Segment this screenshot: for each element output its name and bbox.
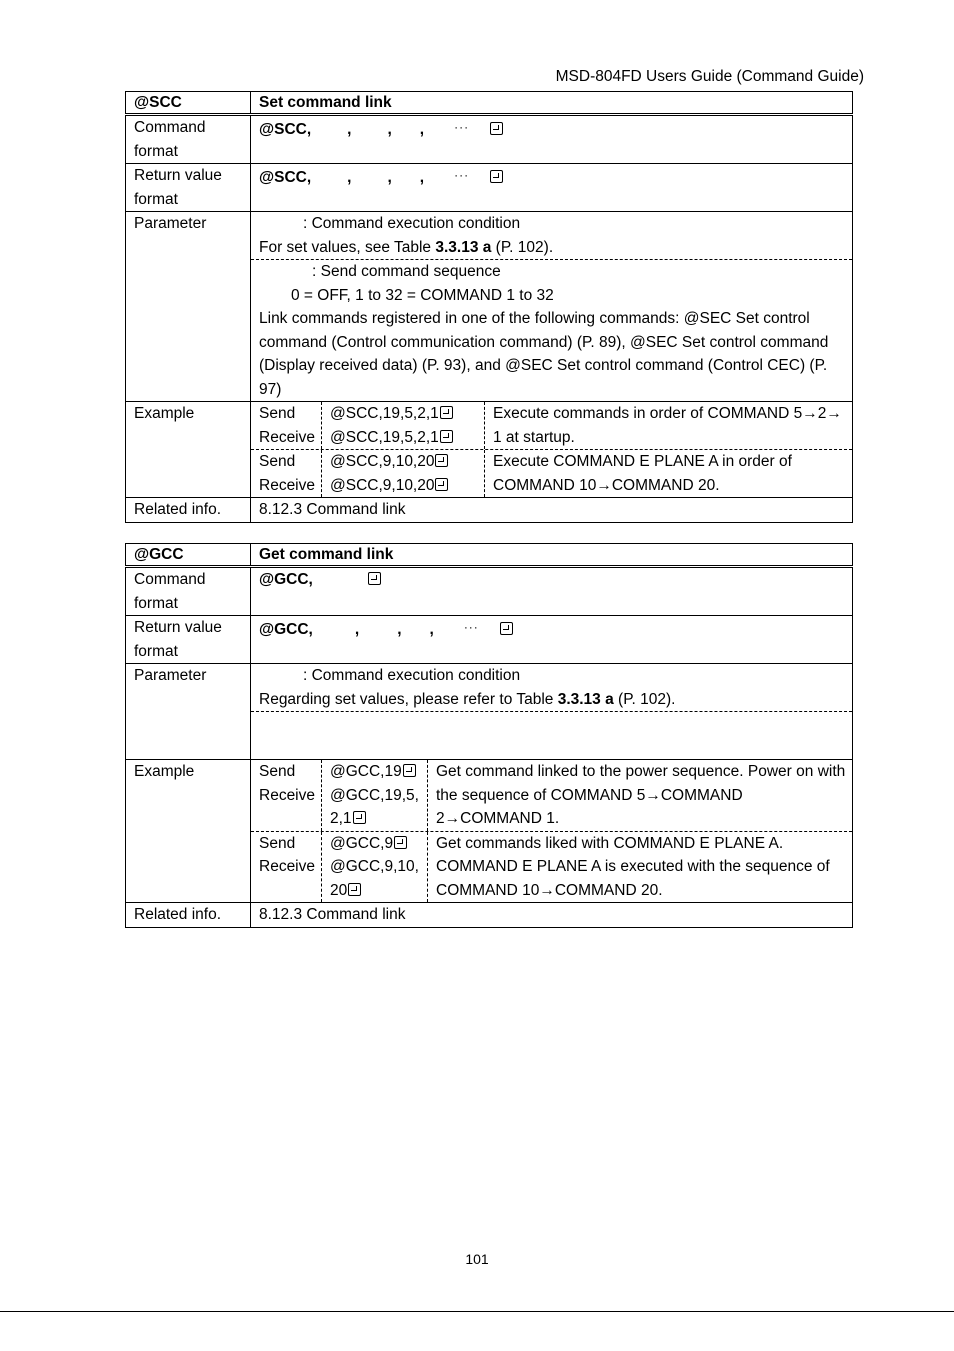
example-row: [251, 831, 852, 903]
scc-return-format: [251, 164, 853, 212]
separator-comma: ,: [419, 121, 425, 138]
send-label: Send: [259, 834, 296, 852]
page-number: 101: [465, 1251, 489, 1267]
gcc-parameter-label: Parameter: [126, 664, 251, 760]
gcc-param2-empty: [259, 712, 844, 759]
ellipsis: ···: [454, 168, 470, 182]
return-key-icon: [353, 811, 366, 824]
gcc-command-table: [125, 543, 853, 928]
gcc-param1-line1: : Command execution condition: [303, 667, 521, 684]
separator-comma: ,: [387, 169, 392, 186]
receive-label: Receive: [259, 786, 315, 804]
example-description: Execute commands in order of COMMAND 5→2→ 1 at startup.: [484, 402, 852, 449]
gcc-command-format: [251, 567, 853, 616]
table-ref: 3.3.13 a: [557, 690, 614, 708]
scc-parameter-label: Parameter: [126, 212, 251, 402]
gcc-command-format-cmd: @GCC,: [259, 571, 313, 588]
separator-comma: ,: [354, 621, 360, 638]
scc-command-format-cmd: @SCC,: [259, 121, 312, 138]
example-description: Get command linked to the power sequence. Power on with the sequence of COMMAND 5→COMMAND 2→COMMAND 1.: [427, 760, 852, 831]
scc-param2-line2: 0 = OFF, 1 to 32 = COMMAND 1 to 32: [291, 286, 554, 304]
gcc-command-name: @GCC: [126, 544, 251, 567]
scc-command-format-label: Command format: [126, 115, 251, 164]
gcc-command-title: Get command link: [251, 544, 853, 567]
scc-return-format-label: Return value format: [126, 164, 251, 212]
scc-command-format: [251, 115, 853, 164]
footer-divider: [0, 1311, 954, 1312]
return-key-icon: [403, 764, 416, 777]
gcc-related: 8.12.3 Command link: [251, 903, 853, 928]
return-key-icon: [440, 430, 453, 443]
scc-param1-line2: [259, 236, 844, 260]
send-command: @SCC,19,5,2,1: [330, 405, 439, 422]
scc-param1-line1: : Command execution condition: [303, 215, 521, 232]
scc-command-name: @SCC: [126, 92, 251, 115]
separator-comma: ,: [429, 621, 434, 638]
separator-comma: ,: [397, 621, 402, 638]
receive-label: Receive: [259, 858, 315, 875]
scc-command-table: [125, 91, 853, 523]
table-ref: 3.3.13 a: [435, 238, 492, 256]
scc-related: 8.12.3 Command link: [251, 498, 853, 523]
return-key-icon: [435, 454, 448, 467]
gcc-related-label: Related info.: [126, 903, 251, 928]
document-header: MSD-804FD Users Guide (Command Guide): [555, 68, 864, 85]
scc-parameter: [251, 212, 853, 402]
example-description: Execute COMMAND E PLANE A in order of COMMAND 10→COMMAND 20.: [484, 450, 852, 497]
return-key-icon: [490, 170, 503, 183]
send-command: @SCC,9,10,20: [330, 453, 435, 470]
gcc-return-format-cmd: @GCC,: [259, 621, 313, 638]
example-row: [251, 760, 852, 831]
separator-comma: ,: [387, 121, 392, 138]
return-key-icon: [500, 622, 513, 635]
return-key-icon: [348, 883, 361, 896]
receive-command: @SCC,19,5,2,1: [330, 428, 439, 446]
text: (P. 102).: [491, 238, 554, 256]
send-label: Send: [259, 453, 296, 470]
gcc-return-format: [251, 616, 853, 664]
text: Regarding set values, please refer to Table: [259, 690, 558, 708]
receive-label: Receive: [259, 428, 315, 446]
scc-examples: [251, 402, 853, 498]
text: (P. 102).: [613, 690, 676, 708]
ellipsis: ···: [463, 620, 479, 634]
separator-comma: ,: [419, 169, 425, 186]
scc-return-format-cmd: @SCC,: [259, 169, 312, 186]
receive-label: Receive: [259, 476, 315, 494]
separator-comma: ,: [347, 169, 352, 186]
return-key-icon: [440, 406, 453, 419]
example-description: Get commands liked with COMMAND E PLANE A. COMMAND E PLANE A is executed with the sequence of COMMAND 10→COMMAND 20.: [427, 832, 852, 903]
send-label: Send: [259, 405, 296, 422]
scc-param2-line3: Link commands registered in one of the following commands: @SEC Set control command (Control communication command) (P. 89), @SEC Set control command (Display received data) (P. 93), and @SEC Set control command (Control CEC) (P. 97): [259, 310, 829, 398]
send-command: @GCC,9: [330, 834, 394, 852]
receive-command: @GCC,9,10, 20: [330, 858, 419, 899]
receive-command: @GCC,19,5, 2,1: [330, 786, 419, 827]
return-key-icon: [368, 572, 381, 585]
separator-comma: ,: [347, 121, 352, 138]
gcc-parameter: [251, 664, 853, 760]
gcc-command-format-label: Command format: [126, 567, 251, 616]
receive-command: @SCC,9,10,20: [330, 476, 435, 494]
example-row: [251, 449, 852, 497]
send-command: @GCC,19: [330, 763, 402, 780]
text: For set values, see Table: [259, 238, 436, 256]
scc-param2-line1: : Send command sequence: [312, 263, 501, 280]
send-label: Send: [259, 763, 296, 780]
gcc-examples: [251, 760, 853, 903]
example-row: [251, 402, 852, 449]
scc-example-label: Example: [126, 402, 251, 498]
scc-command-title: Set command link: [251, 92, 853, 115]
gcc-example-label: Example: [126, 760, 251, 903]
ellipsis: ···: [454, 120, 470, 134]
scc-related-label: Related info.: [126, 498, 251, 523]
return-key-icon: [394, 836, 407, 849]
gcc-return-format-label: Return value format: [126, 616, 251, 664]
return-key-icon: [490, 122, 503, 135]
gcc-param1-line2: [259, 688, 844, 712]
return-key-icon: [435, 478, 448, 491]
